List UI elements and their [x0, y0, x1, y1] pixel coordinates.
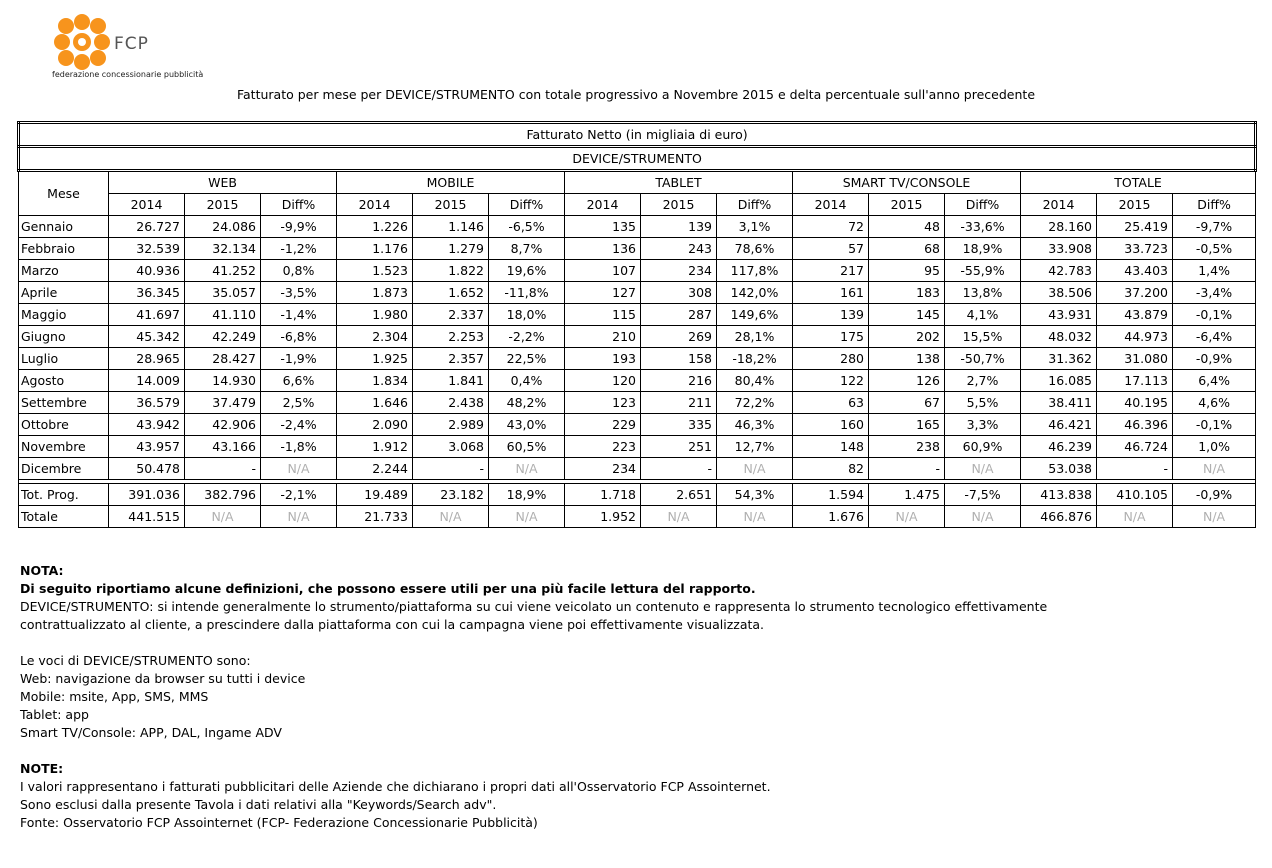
table-cell: 138	[869, 348, 945, 370]
table-cell: -0,9%	[1173, 348, 1256, 370]
table-cell: 145	[869, 304, 945, 326]
row-label: Aprile	[19, 282, 109, 304]
subheader-cell: 2015	[185, 194, 261, 216]
table-cell: 1.652	[413, 282, 489, 304]
table-cell: 17.113	[1097, 370, 1173, 392]
subheader-cell: 2015	[641, 194, 717, 216]
revenue-table	[17, 121, 1257, 528]
table-cell: 37.479	[185, 392, 261, 414]
table-cell: -3,5%	[261, 282, 337, 304]
table-cell: 441.515	[109, 506, 185, 528]
table-cell: 1.594	[793, 484, 869, 506]
table-cell: 16.085	[1021, 370, 1097, 392]
table-cell: 46.396	[1097, 414, 1173, 436]
table-cell: 135	[565, 216, 641, 238]
table-cell: 1.952	[565, 506, 641, 528]
nota-line: DEVICE/STRUMENTO: si intende generalmente lo strumento/piattaforma su cui viene veicolato un contenuto e rappresenta lo strumento tecnologico effettivamente	[20, 599, 1048, 614]
table-cell: 33.723	[1097, 238, 1173, 260]
table-cell: 80,4%	[717, 370, 793, 392]
table-cell: 2.989	[413, 414, 489, 436]
row-label: Marzo	[19, 260, 109, 282]
table-cell: 40.936	[109, 260, 185, 282]
table-cell: 5,5%	[945, 392, 1021, 414]
table-cell: 1.176	[337, 238, 413, 260]
table-cell: -1,2%	[261, 238, 337, 260]
voci-item: Tablet: app	[20, 707, 89, 722]
table-cell: 234	[641, 260, 717, 282]
table-cell: 466.876	[1021, 506, 1097, 528]
table-cell: 36.345	[109, 282, 185, 304]
subheader-cell: 2014	[565, 194, 641, 216]
table-cell: 117,8%	[717, 260, 793, 282]
table-cell: N/A	[261, 458, 337, 480]
note-line: I valori rappresentano i fatturati pubblicitari delle Aziende che dichiarano i propri dati all'Osservatorio FCP Assointernet.	[20, 779, 771, 794]
subheader-cell: 2014	[109, 194, 185, 216]
table-cell: 1.822	[413, 260, 489, 282]
table-cell: N/A	[489, 458, 565, 480]
table-cell: 413.838	[1021, 484, 1097, 506]
table-cell: -1,8%	[261, 436, 337, 458]
table-cell: 287	[641, 304, 717, 326]
row-label: Settembre	[19, 392, 109, 414]
table-cell: 60,5%	[489, 436, 565, 458]
month-header: Mese	[19, 171, 109, 216]
table-cell: -11,8%	[489, 282, 565, 304]
table-cell: 2.304	[337, 326, 413, 348]
table-cell: -6,8%	[261, 326, 337, 348]
table-cell: 217	[793, 260, 869, 282]
table-cell: 46.421	[1021, 414, 1097, 436]
table-cell: 48	[869, 216, 945, 238]
table-cell: 1.475	[869, 484, 945, 506]
table-cell: N/A	[945, 506, 1021, 528]
table-cell: 223	[565, 436, 641, 458]
table-cell: 107	[565, 260, 641, 282]
table-cell: 14.930	[185, 370, 261, 392]
table-cell: 1.980	[337, 304, 413, 326]
table-row	[19, 348, 1256, 370]
logo-brand-text: FCP	[114, 34, 149, 54]
table-cell: 46,3%	[717, 414, 793, 436]
table-cell: N/A	[945, 458, 1021, 480]
table-cell: -	[1097, 458, 1173, 480]
table-row	[19, 238, 1256, 260]
subheader-cell: Diff%	[1173, 194, 1256, 216]
table-cell: 139	[793, 304, 869, 326]
table-cell: -0,1%	[1173, 304, 1256, 326]
table-cell: 136	[565, 238, 641, 260]
table-cell: -3,4%	[1173, 282, 1256, 304]
table-cell: 32.134	[185, 238, 261, 260]
table-cell: N/A	[869, 506, 945, 528]
table-cell: 1.523	[337, 260, 413, 282]
table-cell: 165	[869, 414, 945, 436]
table-cell: 251	[641, 436, 717, 458]
table-cell: 18,0%	[489, 304, 565, 326]
group-header-smarttv: SMART TV/CONSOLE	[793, 171, 1021, 194]
table-cell: 14.009	[109, 370, 185, 392]
table-cell: 1,0%	[1173, 436, 1256, 458]
table-cell: -2,4%	[261, 414, 337, 436]
table-cell: 238	[869, 436, 945, 458]
table-cell: 57	[793, 238, 869, 260]
table-cell: N/A	[261, 506, 337, 528]
table-cell: 28.965	[109, 348, 185, 370]
table-cell: 158	[641, 348, 717, 370]
table-cell: 161	[793, 282, 869, 304]
table-cell: 1.912	[337, 436, 413, 458]
table-cell: N/A	[1173, 506, 1256, 528]
table-cell: 78,6%	[717, 238, 793, 260]
subheader-cell: 2014	[337, 194, 413, 216]
table-cell: 391.036	[109, 484, 185, 506]
table-cell: 8,7%	[489, 238, 565, 260]
table-cell: 4,6%	[1173, 392, 1256, 414]
table-cell: 35.057	[185, 282, 261, 304]
table-cell: 82	[793, 458, 869, 480]
table-cell: 72,2%	[717, 392, 793, 414]
row-label: Gennaio	[19, 216, 109, 238]
table-cell: 0,8%	[261, 260, 337, 282]
group-header-tablet: TABLET	[565, 171, 793, 194]
table-cell: 0,4%	[489, 370, 565, 392]
group-header-totale: TOTALE	[1021, 171, 1256, 194]
table-cell: N/A	[489, 506, 565, 528]
table-cell: N/A	[641, 506, 717, 528]
table-cell: 48.032	[1021, 326, 1097, 348]
row-label: Novembre	[19, 436, 109, 458]
table-cell: 6,6%	[261, 370, 337, 392]
table-cell: -	[869, 458, 945, 480]
table-cell: 48,2%	[489, 392, 565, 414]
flower-logo-icon	[52, 14, 112, 70]
table-cell: 335	[641, 414, 717, 436]
table-row	[19, 484, 1256, 506]
table-row	[19, 304, 1256, 326]
table-cell: -2,1%	[261, 484, 337, 506]
table-cell: 1.718	[565, 484, 641, 506]
table-cell: -6,4%	[1173, 326, 1256, 348]
voci-item: Smart TV/Console: APP, DAL, Ingame ADV	[20, 725, 282, 740]
subheader-cell: 2014	[1021, 194, 1097, 216]
row-label: Dicembre	[19, 458, 109, 480]
nota-line: contrattualizzato al cliente, a prescindere dalla piattaforma con cui la campagna viene poi effettivamente visualizzata.	[20, 617, 765, 632]
table-cell: 139	[641, 216, 717, 238]
table-row	[19, 392, 1256, 414]
table-cell: -	[413, 458, 489, 480]
table-cell: 382.796	[185, 484, 261, 506]
table-cell: 43.403	[1097, 260, 1173, 282]
subheader-cell: 2015	[413, 194, 489, 216]
notes-section	[20, 562, 1047, 832]
table-cell: 2.253	[413, 326, 489, 348]
table-cell: 60,9%	[945, 436, 1021, 458]
table-cell: 42.906	[185, 414, 261, 436]
table-cell: 12,7%	[717, 436, 793, 458]
table-cell: 54,3%	[717, 484, 793, 506]
table-cell: 43.879	[1097, 304, 1173, 326]
table-cell: 43.942	[109, 414, 185, 436]
table-cell: 2.651	[641, 484, 717, 506]
table-cell: -1,4%	[261, 304, 337, 326]
table-cell: 2.337	[413, 304, 489, 326]
table-cell: 2.438	[413, 392, 489, 414]
table-cell: 43,0%	[489, 414, 565, 436]
table-cell: 193	[565, 348, 641, 370]
table-row	[19, 458, 1256, 480]
table-cell: 36.579	[109, 392, 185, 414]
note-line: Fonte: Osservatorio FCP Assointernet (FCP- Federazione Concessionarie Pubblicità)	[20, 815, 538, 830]
table-row	[19, 216, 1256, 238]
table-cell: 31.362	[1021, 348, 1097, 370]
table-cell: -55,9%	[945, 260, 1021, 282]
table-cell: 2.244	[337, 458, 413, 480]
table-row	[19, 436, 1256, 458]
table-cell: 280	[793, 348, 869, 370]
table-cell: 23.182	[413, 484, 489, 506]
table-cell: 229	[565, 414, 641, 436]
table-cell: 126	[869, 370, 945, 392]
table-cell: 68	[869, 238, 945, 260]
table-cell: -	[185, 458, 261, 480]
row-label: Tot. Prog.	[19, 484, 109, 506]
table-cell: -0,9%	[1173, 484, 1256, 506]
table-cell: 40.195	[1097, 392, 1173, 414]
table-row	[19, 414, 1256, 436]
table-cell: 21.733	[337, 506, 413, 528]
group-header-web: WEB	[109, 171, 337, 194]
table-cell: 95	[869, 260, 945, 282]
row-label: Agosto	[19, 370, 109, 392]
table-cell: 53.038	[1021, 458, 1097, 480]
table-cell: 269	[641, 326, 717, 348]
row-label: Giugno	[19, 326, 109, 348]
table-cell: 6,4%	[1173, 370, 1256, 392]
table-cell: -0,1%	[1173, 414, 1256, 436]
table-cell: N/A	[1173, 458, 1256, 480]
table-cell: 410.105	[1097, 484, 1173, 506]
table-cell: -1,9%	[261, 348, 337, 370]
table-cell: 24.086	[185, 216, 261, 238]
table-cell: 2,5%	[261, 392, 337, 414]
table-cell: 1.841	[413, 370, 489, 392]
table-cell: 46.239	[1021, 436, 1097, 458]
table-cell: 142,0%	[717, 282, 793, 304]
table-cell: 115	[565, 304, 641, 326]
table-cell: 26.727	[109, 216, 185, 238]
subheader-cell: 2015	[1097, 194, 1173, 216]
table-cell: 148	[793, 436, 869, 458]
table-cell: 216	[641, 370, 717, 392]
table-cell: 1.646	[337, 392, 413, 414]
table-cell: 42.783	[1021, 260, 1097, 282]
logo-subtitle: federazione concessionarie pubblicità	[52, 70, 204, 79]
table-cell: 1.873	[337, 282, 413, 304]
table-cell: 50.478	[109, 458, 185, 480]
table-cell: 28.427	[185, 348, 261, 370]
table-cell: 2.357	[413, 348, 489, 370]
table-cell: 3,3%	[945, 414, 1021, 436]
table-cell: N/A	[413, 506, 489, 528]
table-cell: 1.279	[413, 238, 489, 260]
table-cell: 175	[793, 326, 869, 348]
table-cell: 15,5%	[945, 326, 1021, 348]
table-cell: N/A	[717, 458, 793, 480]
table-cell: 43.957	[109, 436, 185, 458]
table-cell: 243	[641, 238, 717, 260]
note-title: NOTE:	[20, 761, 64, 776]
table-cell: 72	[793, 216, 869, 238]
table-cell: -50,7%	[945, 348, 1021, 370]
table-cell: 43.166	[185, 436, 261, 458]
table-cell: -	[641, 458, 717, 480]
table-cell: 31.080	[1097, 348, 1173, 370]
table-cell: 44.973	[1097, 326, 1173, 348]
table-cell: 2.090	[337, 414, 413, 436]
subheader-cell: Diff%	[489, 194, 565, 216]
table-cell: 37.200	[1097, 282, 1173, 304]
table-cell: 22,5%	[489, 348, 565, 370]
row-label: Febbraio	[19, 238, 109, 260]
table-cell: 123	[565, 392, 641, 414]
table-cell: 202	[869, 326, 945, 348]
table-cell: 1,4%	[1173, 260, 1256, 282]
table-row	[19, 260, 1256, 282]
table-cell: 19.489	[337, 484, 413, 506]
page-title: Fatturato per mese per DEVICE/STRUMENTO con totale progressivo a Novembre 2015 e delta percentuale sull'anno precedente	[236, 87, 1036, 102]
table-cell: 38.506	[1021, 282, 1097, 304]
table-cell: 63	[793, 392, 869, 414]
group-header-mobile: MOBILE	[337, 171, 565, 194]
row-label: Luglio	[19, 348, 109, 370]
table-cell: -33,6%	[945, 216, 1021, 238]
fcp-logo	[52, 14, 202, 84]
table-cell: N/A	[185, 506, 261, 528]
table-cell: 46.724	[1097, 436, 1173, 458]
table-cell: 33.908	[1021, 238, 1097, 260]
table-cell: 160	[793, 414, 869, 436]
table-cell: N/A	[717, 506, 793, 528]
table-cell: 308	[641, 282, 717, 304]
table-cell: 1.925	[337, 348, 413, 370]
table-cell: 25.419	[1097, 216, 1173, 238]
table-cell: 18,9%	[945, 238, 1021, 260]
table-cell: 211	[641, 392, 717, 414]
table-cell: -18,2%	[717, 348, 793, 370]
table-cell: 122	[793, 370, 869, 392]
table-cell: 41.697	[109, 304, 185, 326]
subheader-cell: 2014	[793, 194, 869, 216]
table-cell: 4,1%	[945, 304, 1021, 326]
table-cell: 32.539	[109, 238, 185, 260]
table-cell: 67	[869, 392, 945, 414]
table-cell: 3.068	[413, 436, 489, 458]
table-cell: 210	[565, 326, 641, 348]
table-cell: 1.226	[337, 216, 413, 238]
table-cell: 234	[565, 458, 641, 480]
table-cell: 149,6%	[717, 304, 793, 326]
subheader-cell: 2015	[869, 194, 945, 216]
table-row	[19, 506, 1256, 528]
table-cell: 127	[565, 282, 641, 304]
voci-item: Mobile: msite, App, SMS, MMS	[20, 689, 209, 704]
table-cell: 28.160	[1021, 216, 1097, 238]
table-cell: 120	[565, 370, 641, 392]
table-cell: -7,5%	[945, 484, 1021, 506]
table-cell: 18,9%	[489, 484, 565, 506]
row-label: Maggio	[19, 304, 109, 326]
group-caption: DEVICE/STRUMENTO	[19, 147, 1256, 171]
row-label: Totale	[19, 506, 109, 528]
table-cell: 183	[869, 282, 945, 304]
table-cell: 3,1%	[717, 216, 793, 238]
table-cell: 13,8%	[945, 282, 1021, 304]
voci-title: Le voci di DEVICE/STRUMENTO sono:	[20, 653, 251, 668]
table-cell: 41.110	[185, 304, 261, 326]
nota-bold-line: Di seguito riportiamo alcune definizioni, che possono essere utili per una più facile lettura del rapporto.	[20, 581, 756, 596]
subheader-cell: Diff%	[717, 194, 793, 216]
table-cell: 43.931	[1021, 304, 1097, 326]
table-cell: -6,5%	[489, 216, 565, 238]
table-cell: N/A	[1097, 506, 1173, 528]
table-cell: 1.146	[413, 216, 489, 238]
voci-item: Web: navigazione da browser su tutti i device	[20, 671, 306, 686]
table-cell: 19,6%	[489, 260, 565, 282]
table-cell: 38.411	[1021, 392, 1097, 414]
table-row	[19, 326, 1256, 348]
table-cell: 41.252	[185, 260, 261, 282]
table-cell: 42.249	[185, 326, 261, 348]
table-row	[19, 370, 1256, 392]
nota-title: NOTA:	[20, 563, 64, 578]
subheader-cell: Diff%	[945, 194, 1021, 216]
table-row	[19, 282, 1256, 304]
subheader-cell: Diff%	[261, 194, 337, 216]
row-label: Ottobre	[19, 414, 109, 436]
table-cell: -0,5%	[1173, 238, 1256, 260]
table-cell: -9,9%	[261, 216, 337, 238]
table-cell: 1.834	[337, 370, 413, 392]
table-cell: 2,7%	[945, 370, 1021, 392]
table-cell: 28,1%	[717, 326, 793, 348]
table-cell: -9,7%	[1173, 216, 1256, 238]
table-caption: Fatturato Netto (in migliaia di euro)	[19, 123, 1256, 147]
table-cell: -2,2%	[489, 326, 565, 348]
table-cell: 1.676	[793, 506, 869, 528]
table-cell: 45.342	[109, 326, 185, 348]
note-line: Sono esclusi dalla presente Tavola i dati relativi alla "Keywords/Search adv".	[20, 797, 497, 812]
